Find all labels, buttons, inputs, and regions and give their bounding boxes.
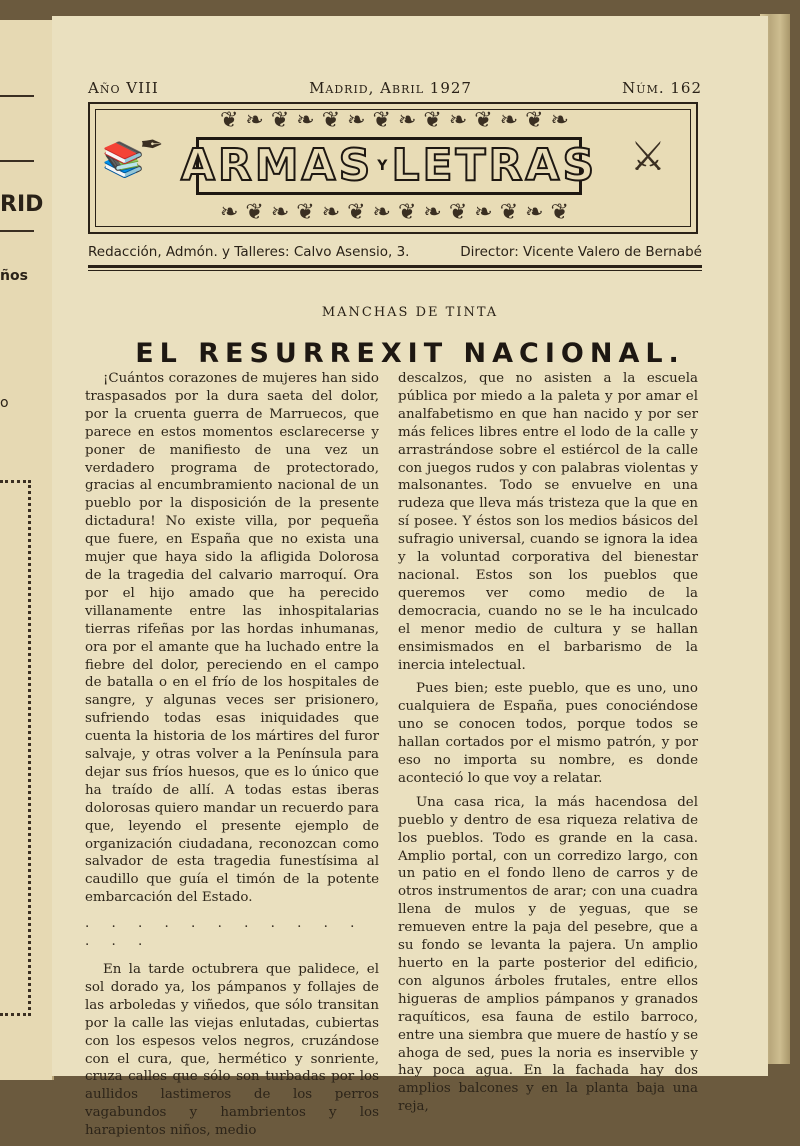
- editorial-address: Redacción, Admón. y Talleres: Calvo Asensio, 3.: [88, 244, 410, 260]
- masthead-banner: [88, 102, 698, 234]
- adjacent-page-dotted-border: [0, 480, 31, 1016]
- paragraph: En la tarde octubrera que palidece, el sol dorado ya, los pámpanos y follajes de las arboledas y viñedos, que sólo transitan por la calle las viejas enlutadas, cubiertas con los espesos velos negros, cruzándose con el cura, que, hermético y sonriente, cruza calles que sólo son turbadas por los aullidos lastimeros de los perros vagabundos y hambrientos y los harapientos niños, medio: [85, 962, 379, 1139]
- masthead-rule-thin: [88, 270, 702, 271]
- dateline: Madrid, Abril 1927: [309, 79, 472, 97]
- left-column: [85, 370, 379, 1146]
- adjacent-page-rule: [0, 160, 34, 162]
- article-headline: EL RESURREXIT NACIONAL.: [135, 338, 685, 369]
- paragraph: Pues bien; este pueblo, que es uno, uno cualquiera de España, pues conociéndose uno se conocen todos, porque todos se hallan cortados por el mismo patrón, y por eso no importa su nombre, es donde aconteció lo que voy a relatar.: [398, 681, 698, 786]
- title-armas: ARMAS: [180, 140, 374, 191]
- scroll-ornament-icon: ❧ ❦ ❧ ❦ ❧ ❦ ❧ ❦ ❧ ❦ ❧ ❦ ❧ ❦: [220, 200, 569, 225]
- books-quill-icon: 📚: [102, 140, 145, 180]
- masthead-info: [88, 244, 702, 260]
- section-break: . . . . . . . . . . . . . .: [85, 916, 364, 950]
- paragraph: descalzos, que no asisten a la escuela pública por miedo a la paleta y por amar el analfabetismo en que han nacido y por ser más felices libres entre el lodo de la calle y arrastrándose sobre el estiércol de la calle con juegos rudos y con palabras violentas y malsonantes. Todo se envuelve en una rudeza que lleva más tristeza que la que en sí posee. Y éstos son los medios básicos del sufragio universal, cuando se ignora la idea y la voluntad corporativa del bienestar nacional. Estos son los pueblos que queremos ver como medio de la democracia, cuando no se le ha inculcado el menor medio de cultura y se hallan ensimismados en el barbarismo de la inercia intelectual.: [398, 371, 698, 673]
- paragraph: Una casa rica, la más hacendosa del pueblo y dentro de esa riqueza relativa de los pueblos. Todo es grande en la casa. Amplio portal, con un corredizo largo, con un patio en el fondo lleno de carros y de otros instrumentos de arar; con una cuadra llena de mulos y de yeguas, que se remueven entre la paja del pesebre, que a su fondo se levanta la pajera. Un amplio huerto en la parte posterior del edificio, con algunos árboles frutales, entre ellos higueras de amplios pámpanos y granados raquíticos, esa fauna de estilo barroco, entre una siembra que muere de hastío y se ahoga de sed, pues la noria es inservible y hay poca agua. En la fachada hay dos amplios balcones y en la planta baja una reja,: [398, 794, 698, 1115]
- section-title: MANCHAS DE TINTA: [321, 305, 499, 320]
- year-label: Año VIII: [88, 79, 159, 97]
- issue-number: Núm. 162: [622, 79, 702, 97]
- masthead-rule: [88, 265, 702, 268]
- paragraph: ¡Cuántos corazones de mujeres han sido traspasados por la dura saeta del dolor, por la cruenta guerra de Marruecos, que parece en estos momentos esclarecerse y poner de manifiesto de una vez un verdadero programa de protectorado, gracias al encumbramiento nacional de un pueblo por la disposición de la presente dictadura! No existe villa, por pequeña que fuere, en España que no exista una mujer que haya sido la afligida Dolorosa de la tragedia del calvario marroquí. Ora por el hijo amado que ha perecido villanamente entre las inhospitalarias tierras rifeñas por las hordas inhumanas, ora por el amante que ha luchado entre la fiebre del dolor, pereciendo en el campo de batalla o en el frío de los hospitales de sangre, y algunas veces ser prisionero, sufriendo todas esas iniquidades que cuenta la historia de los mártires del furor salvaje, y otras volver a la Península para dejar sus fríos huesos, que es lo único que ha traído de allí. A todas estas iberas dolorosas quiero mandar un recuerdo para que, leyendo el presente ejemplo de organización ciudadana, reconozcan como salvador de esta tragedia funestísima al caudillo que guía el timón de la potente embarcación del Estado.: [85, 371, 379, 906]
- director-credit: Director: Vicente Valero de Bernabé: [460, 244, 702, 260]
- title-letras: LETRAS: [391, 140, 598, 191]
- magazine-page: [52, 16, 768, 1139]
- adjacent-page-fragment: RID: [0, 192, 44, 217]
- adjacent-page-rule: [0, 95, 34, 97]
- quill-icon: ✒: [140, 128, 164, 161]
- masthead-title: [180, 137, 598, 195]
- adjacent-page-fragment: ños: [0, 268, 28, 284]
- right-column: [398, 370, 698, 1122]
- adjacent-page-fragment: o: [0, 395, 9, 411]
- adjacent-page-edge: [0, 20, 54, 1080]
- adjacent-page-rule: [0, 230, 34, 232]
- title-conjunction: Y: [377, 158, 388, 174]
- soldier-figure-icon: ⚔: [630, 134, 666, 180]
- issue-header: [88, 79, 702, 97]
- scroll-ornament-icon: ❦ ❧ ❦ ❧ ❦ ❧ ❦ ❧ ❦ ❧ ❦ ❧ ❦ ❧: [220, 108, 569, 133]
